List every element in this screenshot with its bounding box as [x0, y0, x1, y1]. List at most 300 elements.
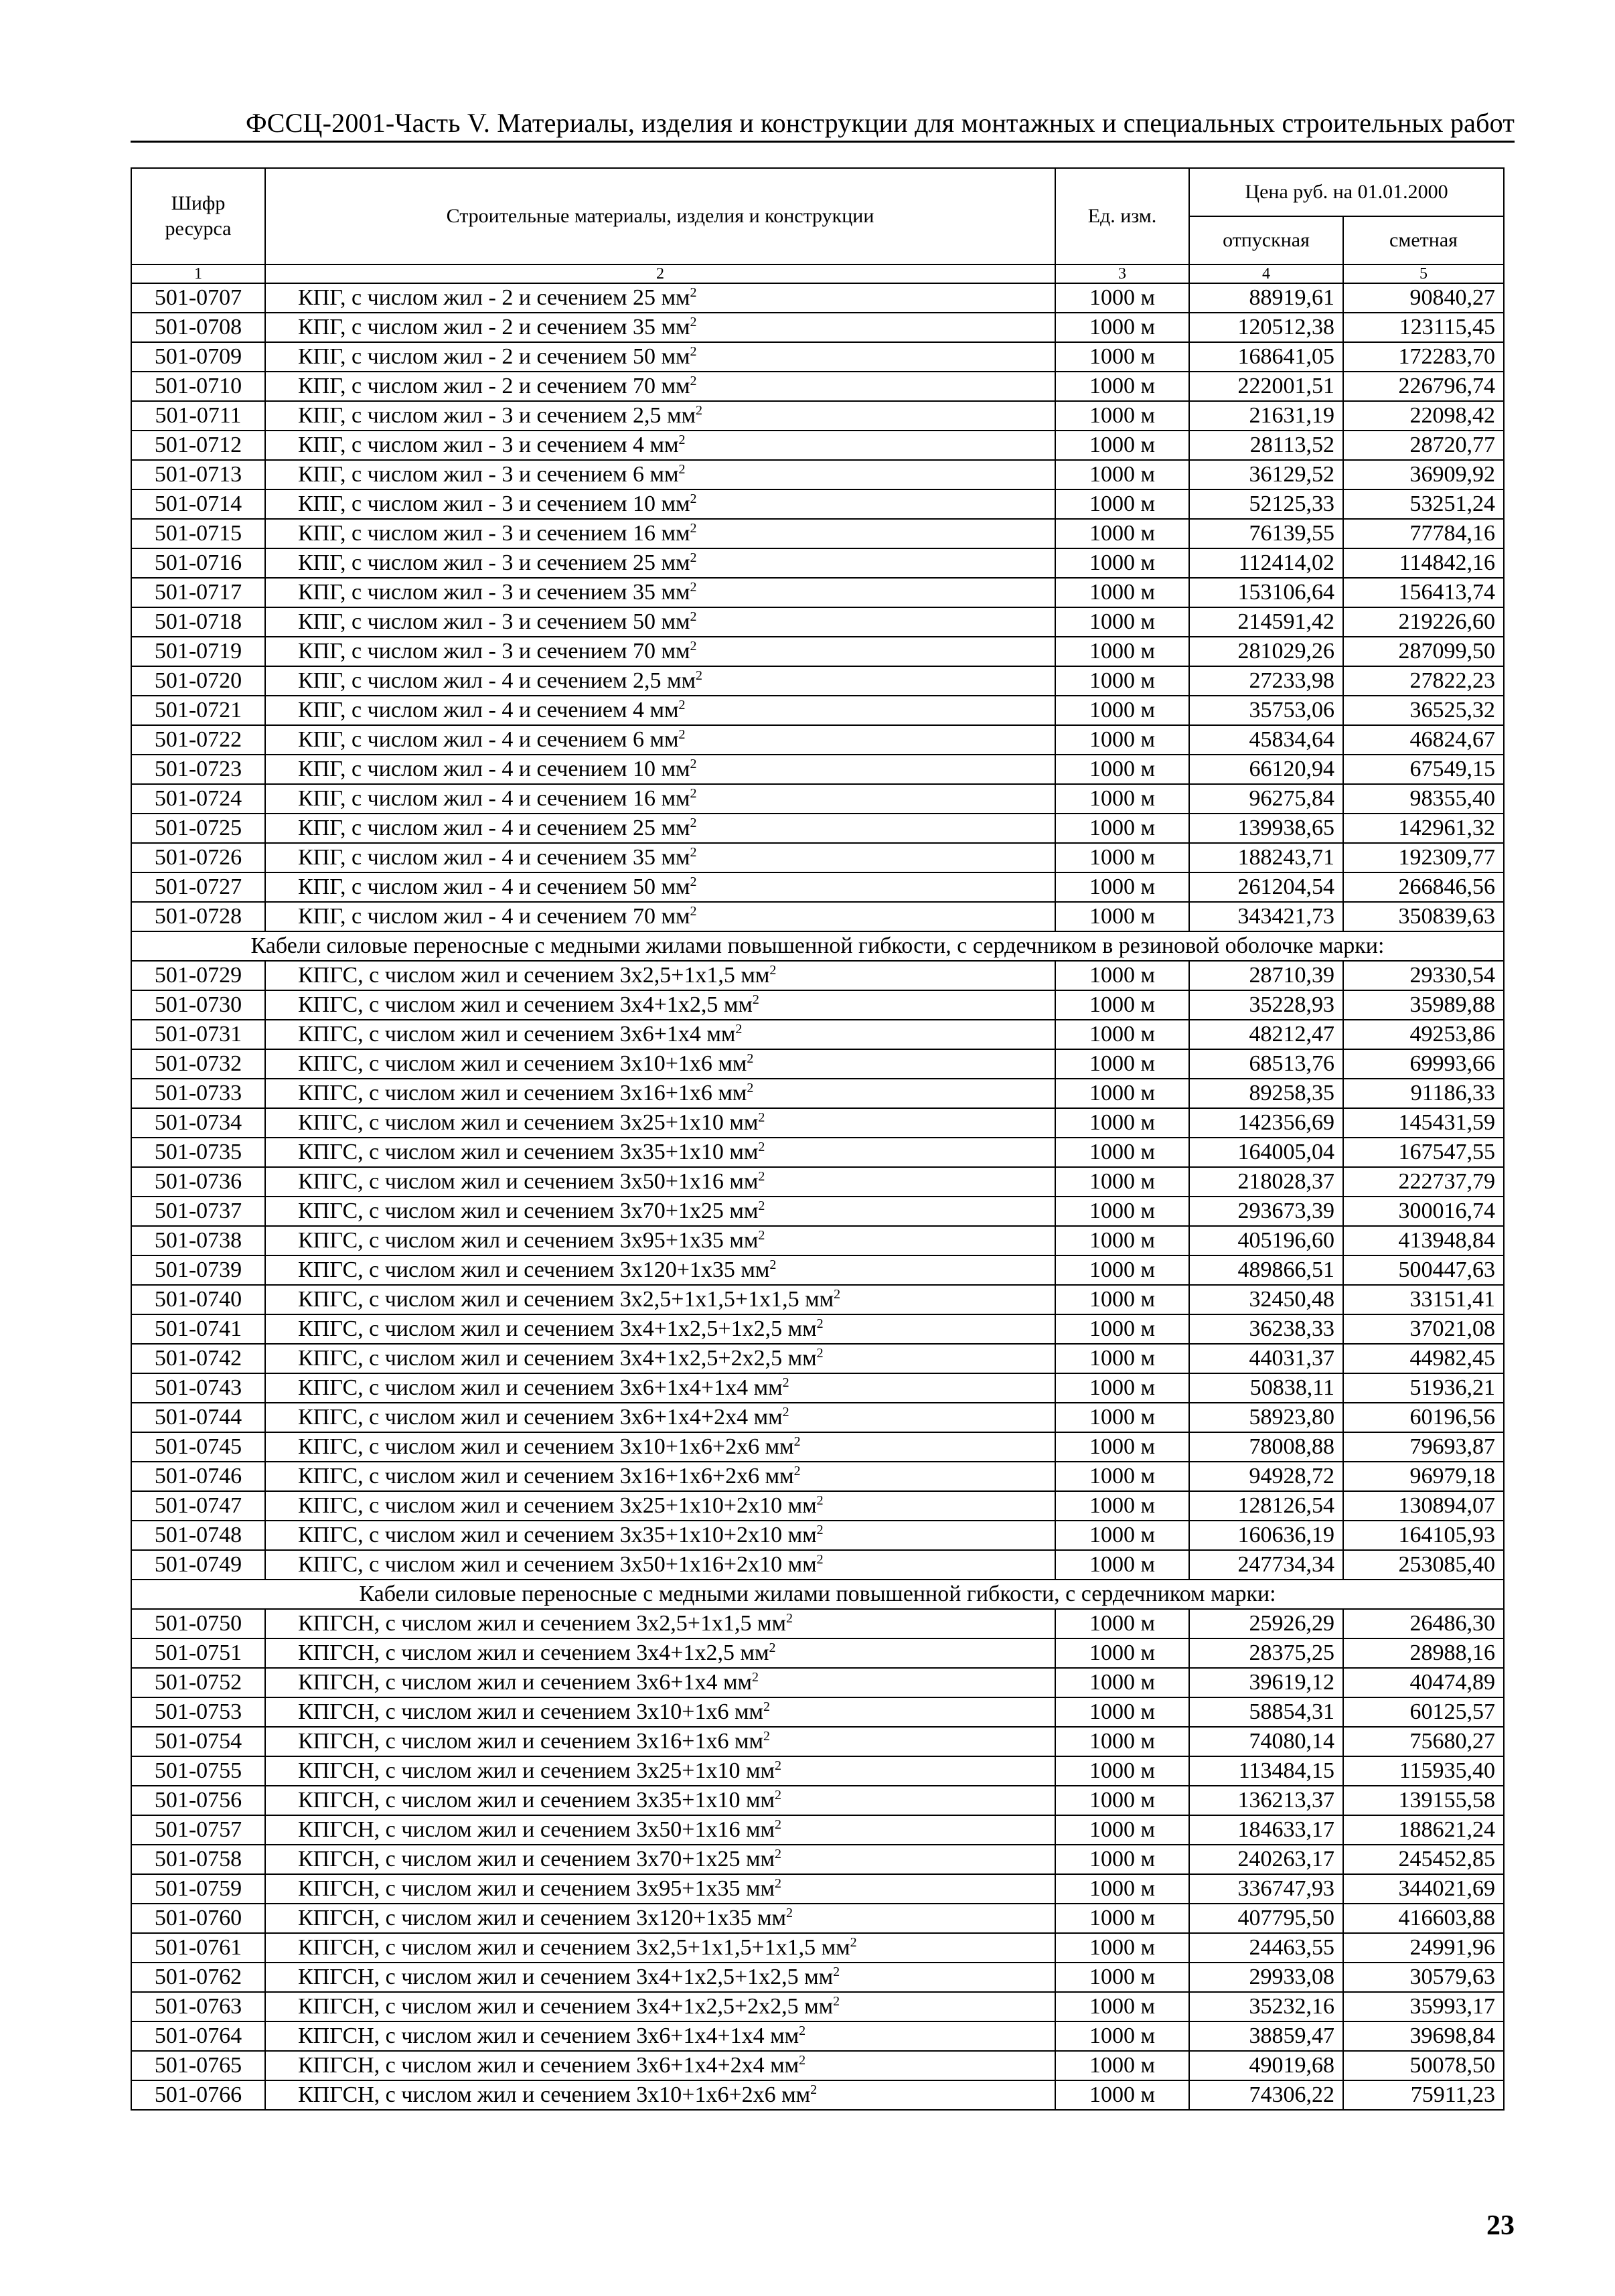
- material-name-cell: [265, 872, 1055, 902]
- material-name-cell: [265, 696, 1055, 725]
- unit-superscript: 2: [785, 1906, 793, 1920]
- material-name: КПГ, с числом жил - 4 и сечением 10 мм: [298, 757, 690, 781]
- material-name: КПГ, с числом жил - 4 и сечением 6 мм: [298, 727, 679, 752]
- material-name-cell: [265, 1167, 1055, 1197]
- material-name: КПГС, с числом жил и сечением 3х10+1х6+2х6 мм: [298, 1434, 794, 1459]
- table-row: [131, 1373, 1504, 1403]
- unit-of-measure: 1000 м: [1055, 342, 1189, 372]
- unit-superscript: 2: [774, 1876, 781, 1891]
- table-row: [131, 578, 1504, 607]
- resource-code: 501-0730: [131, 990, 265, 1020]
- table-row: [131, 1049, 1504, 1079]
- material-name: КПГ, с числом жил - 3 и сечением 35 мм: [298, 580, 690, 605]
- resource-code: 501-0749: [131, 1550, 265, 1580]
- resource-code: 501-0734: [131, 1108, 265, 1138]
- estimate-price: 44982,45: [1343, 1344, 1504, 1373]
- release-price: 27233,98: [1189, 666, 1343, 696]
- material-name-cell: [265, 637, 1055, 666]
- unit-superscript: 2: [758, 1110, 765, 1125]
- material-name: КПГ, с числом жил - 2 и сечением 50 мм: [298, 344, 690, 369]
- unit-of-measure: 1000 м: [1055, 1992, 1189, 2021]
- release-price: 168641,05: [1189, 342, 1343, 372]
- unit-superscript: 2: [850, 1935, 857, 1950]
- material-name: КПГС, с числом жил и сечением 3х95+1х35 мм: [298, 1228, 759, 1253]
- resource-code: 501-0762: [131, 1963, 265, 1992]
- unit-of-measure: 1000 м: [1055, 1344, 1189, 1373]
- unit-superscript: 2: [690, 786, 697, 801]
- estimate-price: 192309,77: [1343, 843, 1504, 872]
- material-name: КПГСН, с числом жил и сечением 3х4+1х2,5+2х2,5 мм: [298, 1994, 834, 2019]
- release-price: 405196,60: [1189, 1226, 1343, 1255]
- column-number: 5: [1343, 264, 1504, 283]
- estimate-price: 39698,84: [1343, 2021, 1504, 2051]
- material-name: КПГ, с числом жил - 3 и сечением 10 мм: [298, 491, 690, 516]
- resource-code: 501-0711: [131, 401, 265, 431]
- estimate-price: 114842,16: [1343, 548, 1504, 578]
- release-price: 240263,17: [1189, 1845, 1343, 1874]
- estimate-price: 24991,96: [1343, 1933, 1504, 1963]
- material-name: КПГСН, с числом жил и сечением 3х6+1х4+2х4 мм: [298, 2053, 799, 2078]
- unit-of-measure: 1000 м: [1055, 843, 1189, 872]
- estimate-price: 287099,50: [1343, 637, 1504, 666]
- table-row: [131, 1432, 1504, 1462]
- unit-superscript: 2: [758, 1199, 765, 1213]
- column-number: 3: [1055, 264, 1189, 283]
- material-name-cell: [265, 1874, 1055, 1904]
- resource-code: 501-0763: [131, 1992, 265, 2021]
- unit-of-measure: 1000 м: [1055, 1756, 1189, 1786]
- unit-of-measure: 1000 м: [1055, 755, 1189, 784]
- table-row: [131, 1108, 1504, 1138]
- material-name: КПГСН, с числом жил и сечением 3х120+1х35 мм: [298, 1906, 786, 1930]
- material-name: КПГ, с числом жил - 4 и сечением 2,5 мм: [298, 668, 696, 693]
- release-price: 96275,84: [1189, 784, 1343, 814]
- release-price: 76139,55: [1189, 519, 1343, 548]
- table-row: [131, 961, 1504, 990]
- unit-of-measure: 1000 м: [1055, 313, 1189, 342]
- material-name: КПГ, с числом жил - 2 и сечением 25 мм: [298, 285, 690, 310]
- unit-of-measure: 1000 м: [1055, 1609, 1189, 1638]
- table-row: [131, 1609, 1504, 1638]
- material-name: КПГ, с числом жил - 4 и сечением 35 мм: [298, 845, 690, 870]
- resource-code: 501-0732: [131, 1049, 265, 1079]
- resource-code: 501-0733: [131, 1079, 265, 1108]
- unit-of-measure: 1000 м: [1055, 1403, 1189, 1432]
- material-name-cell: [265, 1049, 1055, 1079]
- table-row: [131, 843, 1504, 872]
- unit-superscript: 2: [696, 668, 703, 683]
- unit-of-measure: 1000 м: [1055, 961, 1189, 990]
- unit-of-measure: 1000 м: [1055, 784, 1189, 814]
- unit-of-measure: 1000 м: [1055, 990, 1189, 1020]
- material-name: КПГ, с числом жил - 4 и сечением 25 мм: [298, 816, 690, 840]
- unit-of-measure: 1000 м: [1055, 1550, 1189, 1580]
- release-price: 25926,29: [1189, 1609, 1343, 1638]
- table-row: [131, 519, 1504, 548]
- material-name-cell: [265, 1079, 1055, 1108]
- material-name: КПГ, с числом жил - 3 и сечением 25 мм: [298, 550, 690, 575]
- estimate-price: 245452,85: [1343, 1845, 1504, 1874]
- table-row: [131, 666, 1504, 696]
- material-name-cell: [265, 548, 1055, 578]
- estimate-price: 142961,32: [1343, 814, 1504, 843]
- resource-code: 501-0766: [131, 2080, 265, 2110]
- section-row: [131, 1580, 1504, 1609]
- table-row: [131, 755, 1504, 784]
- unit-of-measure: 1000 м: [1055, 1108, 1189, 1138]
- unit-superscript: 2: [774, 1758, 781, 1773]
- unit-superscript: 2: [782, 1405, 789, 1420]
- material-name-cell: [265, 578, 1055, 607]
- release-price: 88919,61: [1189, 283, 1343, 313]
- section-heading: Кабели силовые переносные с медными жилами повышенной гибкости, с сердечником в резиновой оболочке марки:: [131, 931, 1504, 961]
- release-price: 293673,39: [1189, 1197, 1343, 1226]
- unit-superscript: 2: [763, 1699, 770, 1714]
- material-name-cell: [265, 1462, 1055, 1491]
- estimate-price: 60196,56: [1343, 1403, 1504, 1432]
- material-name-cell: [265, 460, 1055, 489]
- unit-superscript: 2: [833, 1994, 840, 2009]
- unit-of-measure: 1000 м: [1055, 1285, 1189, 1314]
- table-row: [131, 1815, 1504, 1845]
- table-row: [131, 1226, 1504, 1255]
- unit-superscript: 2: [793, 1464, 801, 1478]
- material-name: КПГ, с числом жил - 3 и сечением 70 мм: [298, 639, 690, 664]
- material-name-cell: [265, 2080, 1055, 2110]
- release-price: 58854,31: [1189, 1697, 1343, 1727]
- resource-code: 501-0742: [131, 1344, 265, 1373]
- resource-code: 501-0715: [131, 519, 265, 548]
- table-row: [131, 1255, 1504, 1285]
- table-row: [131, 1845, 1504, 1874]
- material-name-cell: [265, 2051, 1055, 2080]
- unit-superscript: 2: [810, 2082, 818, 2097]
- estimate-price: 90840,27: [1343, 283, 1504, 313]
- unit-of-measure: 1000 м: [1055, 1815, 1189, 1845]
- header-rule: [131, 141, 1515, 143]
- resource-code: 501-0752: [131, 1668, 265, 1697]
- material-name-cell: [265, 1668, 1055, 1697]
- material-name: КПГ, с числом жил - 3 и сечением 50 мм: [298, 609, 690, 634]
- table-row: [131, 1933, 1504, 1963]
- section-heading: Кабели силовые переносные с медными жилами повышенной гибкости, с сердечником марки:: [131, 1580, 1504, 1609]
- unit-of-measure: 1000 м: [1055, 1638, 1189, 1668]
- estimate-price: 29330,54: [1343, 961, 1504, 990]
- material-name-cell: [265, 1432, 1055, 1462]
- resource-code: 501-0744: [131, 1403, 265, 1432]
- material-name: КПГСН, с числом жил и сечением 3х4+1х2,5+1х2,5 мм: [298, 1965, 834, 1989]
- estimate-price: 46824,67: [1343, 725, 1504, 755]
- resource-code: 501-0709: [131, 342, 265, 372]
- unit-superscript: 2: [690, 816, 697, 830]
- release-price: 29933,08: [1189, 1963, 1343, 1992]
- column-number: 1: [131, 264, 265, 283]
- table-row: [131, 2080, 1504, 2110]
- material-name-cell: [265, 990, 1055, 1020]
- unit-superscript: 2: [758, 1169, 765, 1184]
- unit-superscript: 2: [774, 1817, 781, 1832]
- estimate-price: 26486,30: [1343, 1609, 1504, 1638]
- unit-superscript: 2: [678, 462, 686, 477]
- material-name: КПГСН, с числом жил и сечением 3х4+1х2,5 мм: [298, 1640, 769, 1665]
- material-name-cell: [265, 1373, 1055, 1403]
- material-name: КПГС, с числом жил и сечением 3х4+1х2,5+2х2,5 мм: [298, 1346, 817, 1371]
- table-row: [131, 342, 1504, 372]
- unit-superscript: 2: [816, 1493, 824, 1508]
- resource-code: 501-0740: [131, 1285, 265, 1314]
- resource-code: 501-0721: [131, 696, 265, 725]
- estimate-price: 75680,27: [1343, 1727, 1504, 1756]
- release-price: 336747,93: [1189, 1874, 1343, 1904]
- estimate-price: 28988,16: [1343, 1638, 1504, 1668]
- unit-of-measure: 1000 м: [1055, 1314, 1189, 1344]
- estimate-price: 40474,89: [1343, 1668, 1504, 1697]
- estimate-price: 37021,08: [1343, 1314, 1504, 1344]
- unit-of-measure: 1000 м: [1055, 1226, 1189, 1255]
- material-name: КПГ, с числом жил - 2 и сечением 70 мм: [298, 374, 690, 398]
- resource-code: 501-0713: [131, 460, 265, 489]
- material-name: КПГСН, с числом жил и сечением 3х35+1х10 мм: [298, 1788, 775, 1813]
- material-name-cell: [265, 1344, 1055, 1373]
- unit-of-measure: 1000 м: [1055, 431, 1189, 460]
- resource-code: 501-0745: [131, 1432, 265, 1462]
- material-name: КПГСН, с числом жил и сечением 3х10+1х6 мм: [298, 1699, 763, 1724]
- table-row: [131, 548, 1504, 578]
- table-row: [131, 814, 1504, 843]
- material-name: КПГСН, с числом жил и сечением 3х6+1х4+1х4 мм: [298, 2023, 799, 2048]
- unit-of-measure: 1000 м: [1055, 872, 1189, 902]
- release-price: 58923,80: [1189, 1403, 1343, 1432]
- release-price: 281029,26: [1189, 637, 1343, 666]
- unit-of-measure: 1000 м: [1055, 2051, 1189, 2080]
- release-price: 112414,02: [1189, 548, 1343, 578]
- resource-code: 501-0726: [131, 843, 265, 872]
- resource-code: 501-0751: [131, 1638, 265, 1668]
- unit-of-measure: 1000 м: [1055, 666, 1189, 696]
- estimate-price: 28720,77: [1343, 431, 1504, 460]
- release-price: 66120,94: [1189, 755, 1343, 784]
- material-name-cell: [265, 961, 1055, 990]
- column-header-name: Строительные материалы, изделия и конструкции: [265, 168, 1055, 264]
- section-row: [131, 931, 1504, 961]
- release-price: 214591,42: [1189, 607, 1343, 637]
- material-name-cell: [265, 2021, 1055, 2051]
- unit-superscript: 2: [752, 992, 759, 1007]
- resource-code: 501-0753: [131, 1697, 265, 1727]
- estimate-price: 350839,63: [1343, 902, 1504, 931]
- material-name-cell: [265, 1609, 1055, 1638]
- column-number: 4: [1189, 264, 1343, 283]
- unit-superscript: 2: [816, 1552, 824, 1567]
- release-price: 139938,65: [1189, 814, 1343, 843]
- unit-superscript: 2: [793, 1434, 801, 1449]
- estimate-price: 172283,70: [1343, 342, 1504, 372]
- resource-code: 501-0754: [131, 1727, 265, 1756]
- unit-of-measure: 1000 м: [1055, 1521, 1189, 1550]
- estimate-price: 139155,58: [1343, 1786, 1504, 1815]
- resource-code: 501-0717: [131, 578, 265, 607]
- release-price: 49019,68: [1189, 2051, 1343, 2080]
- resource-code: 501-0710: [131, 372, 265, 401]
- estimate-price: 188621,24: [1343, 1815, 1504, 1845]
- estimate-price: 98355,40: [1343, 784, 1504, 814]
- material-name-cell: [265, 1786, 1055, 1815]
- table-row: [131, 607, 1504, 637]
- table-row: [131, 1904, 1504, 1933]
- material-name: КПГС, с числом жил и сечением 3х2,5+1х1,5 мм: [298, 963, 770, 988]
- column-number: 2: [265, 264, 1055, 283]
- resource-code: 501-0722: [131, 725, 265, 755]
- unit-of-measure: 1000 м: [1055, 1020, 1189, 1049]
- column-header-unit: Ед. изм.: [1055, 168, 1189, 264]
- estimate-price: 27822,23: [1343, 666, 1504, 696]
- table-row: [131, 1786, 1504, 1815]
- material-name-cell: [265, 1638, 1055, 1668]
- release-price: 113484,15: [1189, 1756, 1343, 1786]
- release-price: 74306,22: [1189, 2080, 1343, 2110]
- resource-code: 501-0759: [131, 1874, 265, 1904]
- estimate-price: 156413,74: [1343, 578, 1504, 607]
- release-price: 36238,33: [1189, 1314, 1343, 1344]
- material-name: КПГ, с числом жил - 3 и сечением 16 мм: [298, 521, 690, 546]
- table-row: [131, 1963, 1504, 1992]
- unit-superscript: 2: [690, 550, 697, 565]
- material-name-cell: [265, 1020, 1055, 1049]
- table-row: [131, 1079, 1504, 1108]
- running-header: ФССЦ-2001-Часть V. Материалы, изделия и конструкции для монтажных и специальных строительных работ: [245, 108, 1515, 138]
- estimate-price: 413948,84: [1343, 1226, 1504, 1255]
- estimate-price: 36525,32: [1343, 696, 1504, 725]
- table-body: [131, 283, 1504, 2110]
- unit-of-measure: 1000 м: [1055, 1845, 1189, 1874]
- release-price: 120512,38: [1189, 313, 1343, 342]
- material-name: КПГС, с числом жил и сечением 3х6+1х4+1х4 мм: [298, 1375, 783, 1400]
- table-row: [131, 1992, 1504, 2021]
- table-row: [131, 1521, 1504, 1550]
- estimate-price: 60125,57: [1343, 1697, 1504, 1727]
- release-price: 218028,37: [1189, 1167, 1343, 1197]
- material-name-cell: [265, 1727, 1055, 1756]
- unit-of-measure: 1000 м: [1055, 1255, 1189, 1285]
- material-name-cell: [265, 1491, 1055, 1521]
- material-name-cell: [265, 1756, 1055, 1786]
- estimate-price: 222737,79: [1343, 1167, 1504, 1197]
- material-name: КПГС, с числом жил и сечением 3х50+1х16 мм: [298, 1169, 759, 1194]
- material-name-cell: [265, 1314, 1055, 1344]
- unit-of-measure: 1000 м: [1055, 548, 1189, 578]
- release-price: 24463,55: [1189, 1933, 1343, 1963]
- material-name-cell: [265, 283, 1055, 313]
- release-price: 28113,52: [1189, 431, 1343, 460]
- release-price: 44031,37: [1189, 1344, 1343, 1373]
- resource-code: 501-0727: [131, 872, 265, 902]
- unit-superscript: 2: [769, 963, 777, 978]
- unit-of-measure: 1000 м: [1055, 1197, 1189, 1226]
- estimate-price: 96979,18: [1343, 1462, 1504, 1491]
- unit-of-measure: 1000 м: [1055, 902, 1189, 931]
- release-price: 50838,11: [1189, 1373, 1343, 1403]
- material-name-cell: [265, 1226, 1055, 1255]
- resource-code: 501-0729: [131, 961, 265, 990]
- material-name-cell: [265, 1963, 1055, 1992]
- estimate-price: 35989,88: [1343, 990, 1504, 1020]
- estimate-price: 167547,55: [1343, 1138, 1504, 1167]
- unit-superscript: 2: [747, 1051, 754, 1066]
- resource-code: 501-0736: [131, 1167, 265, 1197]
- unit-superscript: 2: [747, 1081, 754, 1095]
- table-row: [131, 1491, 1504, 1521]
- unit-of-measure: 1000 м: [1055, 1786, 1189, 1815]
- unit-superscript: 2: [690, 580, 697, 595]
- release-price: 128126,54: [1189, 1491, 1343, 1521]
- resource-code: 501-0719: [131, 637, 265, 666]
- estimate-price: 75911,23: [1343, 2080, 1504, 2110]
- unit-of-measure: 1000 м: [1055, 1432, 1189, 1462]
- material-name-cell: [265, 1845, 1055, 1874]
- material-name: КПГСН, с числом жил и сечением 3х2,5+1х1,5+1х1,5 мм: [298, 1935, 850, 1960]
- release-price: 94928,72: [1189, 1462, 1343, 1491]
- material-name: КПГС, с числом жил и сечением 3х16+1х6+2х6 мм: [298, 1464, 794, 1488]
- estimate-price: 266846,56: [1343, 872, 1504, 902]
- resource-code: 501-0718: [131, 607, 265, 637]
- material-name-cell: [265, 1933, 1055, 1963]
- release-price: 74080,14: [1189, 1727, 1343, 1756]
- table-row: [131, 1403, 1504, 1432]
- release-price: 89258,35: [1189, 1079, 1343, 1108]
- material-name: КПГ, с числом жил - 3 и сечением 2,5 мм: [298, 403, 696, 428]
- material-name: КПГСН, с числом жил и сечением 3х50+1х16 мм: [298, 1817, 775, 1842]
- estimate-price: 91186,33: [1343, 1079, 1504, 1108]
- material-name: КПГС, с числом жил и сечением 3х2,5+1х1,5+1х1,5 мм: [298, 1287, 834, 1312]
- release-price: 35753,06: [1189, 696, 1343, 725]
- table-row: [131, 1020, 1504, 1049]
- unit-of-measure: 1000 м: [1055, 1904, 1189, 1933]
- estimate-price: 22098,42: [1343, 401, 1504, 431]
- unit-superscript: 2: [690, 315, 697, 329]
- resource-code: 501-0720: [131, 666, 265, 696]
- unit-superscript: 2: [758, 1140, 765, 1154]
- estimate-price: 253085,40: [1343, 1550, 1504, 1580]
- table-row: [131, 283, 1504, 313]
- resource-code: 501-0765: [131, 2051, 265, 2080]
- resource-code: 501-0750: [131, 1609, 265, 1638]
- estimate-price: 145431,59: [1343, 1108, 1504, 1138]
- unit-superscript: 2: [678, 433, 686, 447]
- material-name: КПГСН, с числом жил и сечением 3х25+1х10 мм: [298, 1758, 775, 1783]
- resource-code: 501-0707: [131, 283, 265, 313]
- resource-code: 501-0757: [131, 1815, 265, 1845]
- unit-of-measure: 1000 м: [1055, 1138, 1189, 1167]
- table-row: [131, 1138, 1504, 1167]
- material-name: КПГС, с числом жил и сечением 3х35+1х10 мм: [298, 1140, 759, 1164]
- release-price: 160636,19: [1189, 1521, 1343, 1550]
- resource-code: 501-0741: [131, 1314, 265, 1344]
- price-table: [131, 167, 1505, 2111]
- estimate-price: 49253,86: [1343, 1020, 1504, 1049]
- unit-superscript: 2: [763, 1729, 770, 1744]
- material-name-cell: [265, 519, 1055, 548]
- unit-superscript: 2: [782, 1375, 789, 1390]
- material-name-cell: [265, 313, 1055, 342]
- release-price: 343421,73: [1189, 902, 1343, 931]
- unit-of-measure: 1000 м: [1055, 1697, 1189, 1727]
- table-row: [131, 1638, 1504, 1668]
- release-price: 48212,47: [1189, 1020, 1343, 1049]
- table-row: [131, 637, 1504, 666]
- unit-superscript: 2: [690, 845, 697, 860]
- release-price: 52125,33: [1189, 489, 1343, 519]
- material-name: КПГС, с числом жил и сечением 3х120+1х35 мм: [298, 1257, 770, 1282]
